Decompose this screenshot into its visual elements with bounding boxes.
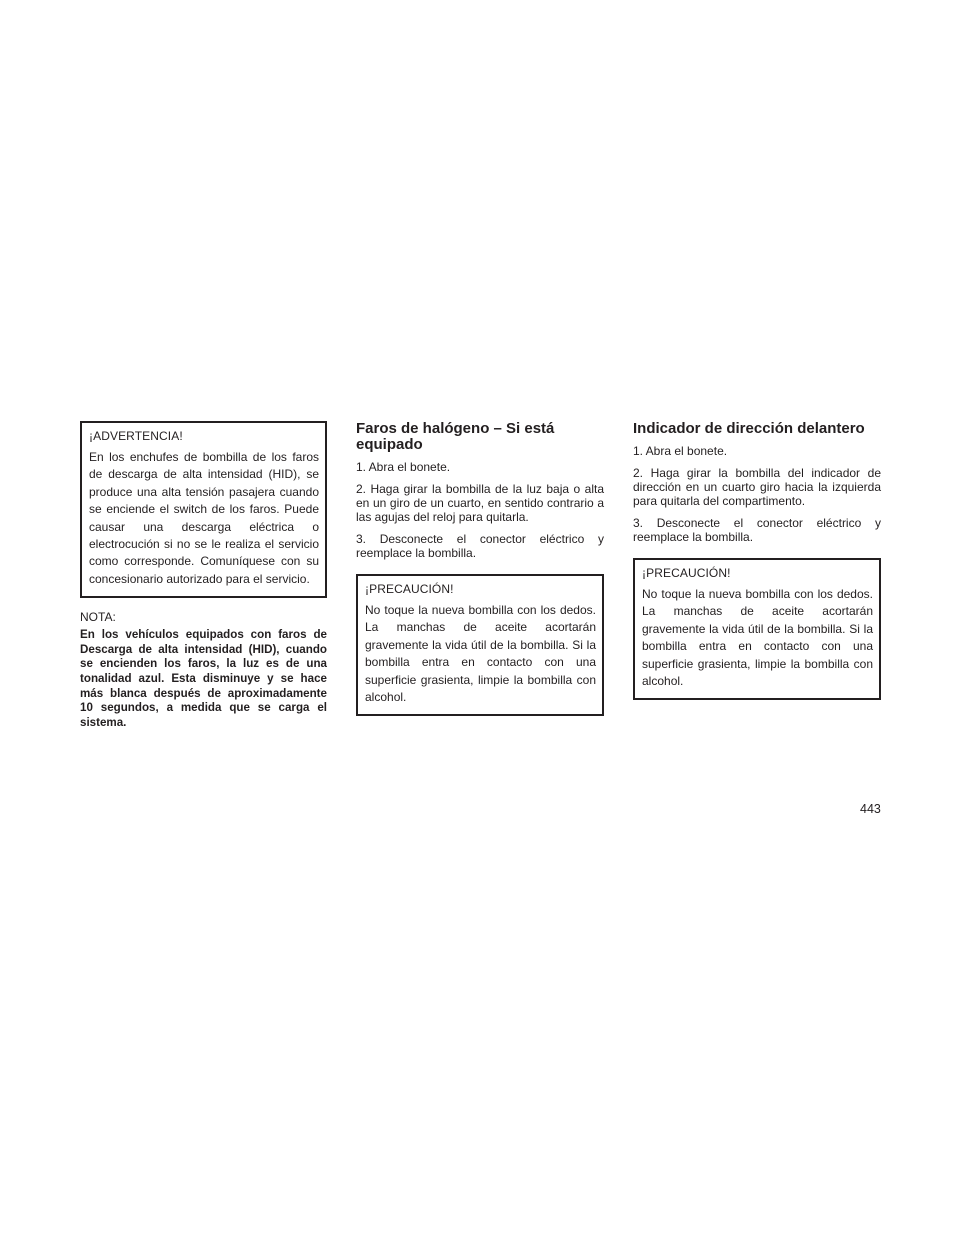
column-right: [633, 421, 881, 700]
halogen-caution-title: ¡PRECAUCIÓN!: [365, 582, 454, 596]
turn-signal-step-1: 1. Abra el bonete.: [633, 444, 728, 458]
page-number: 443: [860, 802, 881, 816]
halogen-heading: Faros de halógeno – Si está equipado: [356, 420, 555, 453]
halogen-step-2: 2. Haga girar la bombilla de la luz baja o alta en un giro de un cuarto, en sentido contrario a las agujas del reloj para quitarla.: [356, 482, 604, 524]
note-label: NOTA:: [80, 610, 116, 625]
halogen-caution-box: [356, 574, 604, 716]
turn-signal-caution-text: No toque la nueva bombilla con los dedos. La manchas de aceite acortarán gravemente la vida útil de la bombilla. Si la bombilla entra en contacto con una superficie grasienta, limpie la bombilla con alcohol.: [642, 587, 873, 689]
turn-signal-step-3: 3. Desconecte el conector eléctrico y reemplace la bombilla.: [633, 516, 881, 544]
halogen-caution-text: No toque la nueva bombilla con los dedos. La manchas de aceite acortarán gravemente la vida útil de la bombilla. Si la bombilla entra en contacto con una superficie grasienta, limpie la bombilla con alcohol.: [365, 603, 596, 705]
column-left: [80, 421, 327, 730]
turn-signal-heading: Indicador de dirección delantero: [633, 420, 865, 437]
warning-title: ¡ADVERTENCIA!: [89, 429, 183, 443]
warning-text: En los enchufes de bombilla de los faros de descarga de alta intensidad (HID), se produce una alta tensión pasajera cuando se enciende el switch de los faros. Puede causar una descarga eléctrica o electrocución si no se le realiza el servicio como corresponde. Comuníquese con su concesionario autorizado para el servicio.: [89, 450, 319, 586]
turn-signal-caution-box: [633, 558, 881, 700]
turn-signal-step-2: 2. Haga girar la bombilla del indicador de dirección en un cuarto giro hacia la izquierda para quitarla del compartimento.: [633, 466, 881, 508]
warning-box: [80, 421, 327, 598]
note-text: En los vehículos equipados con faros de Descarga de alta intensidad (HID), cuando se encienden los faros, la luz es de una tonalidad azul. Esta disminuye y se hace más blanca después de aproximadamente 10 segundos, a medida que se carga el sistema.: [80, 628, 327, 729]
turn-signal-caution-title: ¡PRECAUCIÓN!: [642, 566, 731, 580]
halogen-step-1: 1. Abra el bonete.: [356, 460, 451, 474]
halogen-step-3: 3. Desconecte el conector eléctrico y reemplace la bombilla.: [356, 532, 604, 560]
column-middle: [356, 421, 604, 716]
